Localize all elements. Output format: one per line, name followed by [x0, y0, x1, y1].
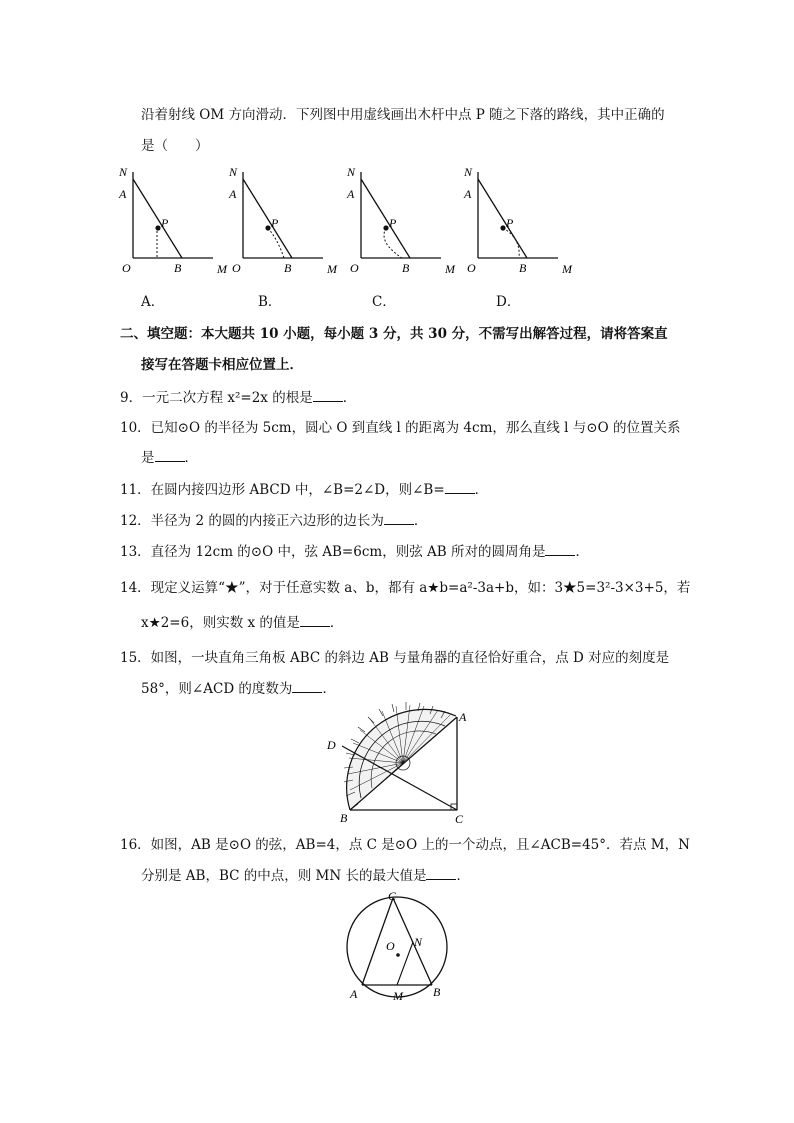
label-a: A [464, 187, 472, 201]
label-n: N [414, 935, 423, 949]
label-p: P [271, 216, 279, 230]
question-14-cont: x★2=6，则实数 x 的值是 ． [141, 615, 344, 631]
option-b: B． [258, 294, 282, 310]
label-b: B [402, 261, 410, 275]
label-p: P [506, 216, 514, 230]
label-m: M [393, 989, 403, 1003]
label-o: O [467, 261, 476, 275]
label-a: A [229, 187, 237, 201]
label-n: N [464, 165, 473, 179]
label-n: N [119, 165, 128, 179]
section-2-heading-cont: 接写在答题卡相应位置上． [141, 357, 303, 373]
label-n: N [229, 165, 238, 179]
label-n: N [347, 165, 356, 179]
question-16-cont: 分别是 AB，BC 的中点，则 MN 长的最大值是 ． [141, 868, 470, 884]
label-c: C [455, 812, 464, 826]
q16-figure [340, 888, 460, 1008]
q15-figure [320, 700, 480, 830]
label-m: M [327, 262, 337, 276]
figure-c [346, 165, 456, 276]
figure-b [228, 165, 338, 276]
question-11: 11．在圆内接四边形 ABCD 中，∠B=2∠D，则∠B= ． [120, 482, 489, 498]
question-16: 16．如图，AB 是⊙O 的弦，AB=4，点 C 是⊙O 上的一个动点，且∠ACB=45°．若点 M，N [120, 837, 690, 853]
q8-option-figures [110, 160, 580, 280]
label-m: M [445, 262, 455, 276]
question-10-cont: 是 ． [141, 450, 198, 466]
label-b: B [433, 985, 441, 999]
question-12: 12．半径为 2 的圆的内接正六边形的边长为 ． [120, 513, 428, 529]
label-a: A [459, 710, 467, 724]
label-a: A [350, 987, 358, 1001]
option-a: A． [141, 294, 165, 310]
label-o: O [122, 261, 131, 275]
question-14: 14．现定义运算“★”，对于任意实数 a、b，都有 a★b=a²-3a+b，如：3★5=3²-3×3+5，若 [120, 580, 691, 596]
figure-a [118, 165, 228, 276]
label-a: A [119, 187, 127, 201]
label-p: P [161, 216, 169, 230]
label-m: M [217, 262, 227, 276]
option-d: D． [496, 294, 521, 310]
figure-d [463, 165, 573, 276]
question-15: 15．如图，一块直角三角板 ABC 的斜边 AB 与量角器的直径恰好重合，点 D 对应的刻度是 [120, 650, 670, 666]
label-b: B [174, 261, 182, 275]
label-b: B [284, 261, 292, 275]
q8-line2: 是（ ） [141, 138, 209, 154]
q8-line1: 沿着射线 OM 方向滑动．下列图中用虚线画出木杆中点 P 随之下落的路线，其中正确的 [141, 107, 665, 123]
option-c: C． [372, 294, 396, 310]
section-2-heading: 二、填空题：本大题共 10 小题，每小题 3 分，共 30 分，不需写出解答过程，请将答案直 [120, 326, 668, 342]
label-c: C [388, 889, 397, 903]
label-o: O [386, 939, 395, 953]
label-d: D [327, 738, 336, 752]
label-p: P [389, 216, 397, 230]
label-b: B [340, 811, 348, 825]
question-10: 10．已知⊙O 的半径为 5cm，圆心 O 到直线 l 的距离为 4cm，那么直线 l 与⊙O 的位置关系 [120, 420, 681, 436]
label-b: B [519, 261, 527, 275]
question-13: 13．直径为 12cm 的⊙O 中，弦 AB=6cm，则弦 AB 所对的圆周角是 ． [120, 544, 589, 560]
question-15-cont: 58°，则∠ACD 的度数为 ． [141, 681, 336, 697]
label-o: O [232, 261, 241, 275]
label-m: M [562, 262, 572, 276]
label-a: A [347, 187, 355, 201]
label-o: O [350, 261, 359, 275]
question-9: 9．一元二次方程 x²=2x 的根是 ． [120, 390, 357, 406]
